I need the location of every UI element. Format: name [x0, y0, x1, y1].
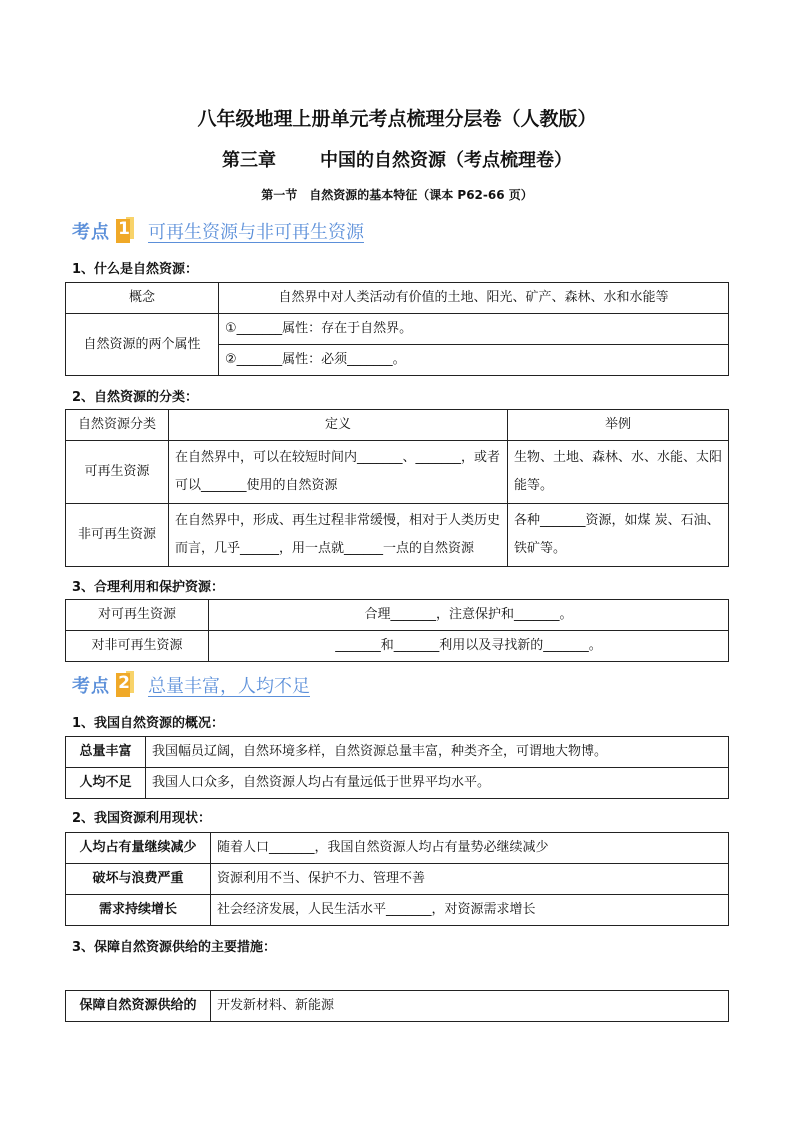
table-cell: 人均不足: [66, 768, 146, 799]
table-cell: 开发新材料、新能源: [211, 991, 729, 1022]
section-heading: 第一节 自然资源的基本特征（课本 P62-66 页）: [261, 188, 533, 202]
key-point-1-heading: [72, 216, 364, 246]
key-point-number-badge: [116, 217, 140, 245]
table-cell: 自然资源的两个属性: [66, 314, 219, 376]
table-row: [66, 631, 729, 662]
key-point-title: 总量丰富，人均不足: [148, 676, 310, 697]
column-header: 自然资源分类: [66, 410, 169, 441]
table-row: [66, 283, 729, 314]
column-header: 定义: [169, 410, 508, 441]
table-cell: 概念: [66, 283, 219, 314]
fill-blank-cell[interactable]: 社会经济发展，人民生活水平_______，对资源需求增长: [211, 895, 729, 926]
table-row: [66, 991, 729, 1022]
resource-classification-table: [65, 409, 729, 567]
table-cell: 生物、土地、森林、水、水能、太阳能等。: [508, 441, 729, 504]
table-cell: 非可再生资源: [66, 504, 169, 567]
table-row: [66, 833, 729, 864]
table-row: [66, 737, 729, 768]
question-heading: 1、什么是自然资源：: [72, 262, 199, 277]
table-row: [66, 441, 729, 504]
key-point-number-badge: [116, 671, 140, 699]
table-cell: 对非可再生资源: [66, 631, 209, 662]
table-cell: 自然界中对人类活动有价值的土地、阳光、矿产、森林、水和水能等: [219, 283, 729, 314]
table-row: [66, 314, 729, 345]
table-cell: 需求持续增长: [66, 895, 211, 926]
table-cell: 可再生资源: [66, 441, 169, 504]
fill-blank-cell[interactable]: 随着人口_______，我国自然资源人均占有量势必继续减少: [211, 833, 729, 864]
column-header: 举例: [508, 410, 729, 441]
question-heading: 2、我国资源利用现状：: [72, 811, 212, 826]
question-heading: 2、自然资源的分类：: [72, 390, 199, 405]
resource-overview-table: [65, 736, 729, 799]
key-point-number: 1: [118, 219, 130, 239]
chapter-heading: [0, 146, 794, 172]
fill-blank-cell[interactable]: ①_______属性：存在于自然界。: [219, 314, 729, 345]
chapter-title: 中国的自然资源（考点梳理卷）: [320, 150, 572, 171]
table-cell: 破坏与浪费严重: [66, 864, 211, 895]
key-point-number: 2: [118, 673, 130, 693]
document-title: 八年级地理上册单元考点梳理分层卷（人教版）: [197, 108, 597, 130]
fill-blank-cell[interactable]: 在自然界中，可以在较短时间内_______、_______，或者可以_______使用的自然资源: [169, 441, 508, 504]
table-cell: 总量丰富: [66, 737, 146, 768]
fill-blank-cell[interactable]: 在自然界中，形成、再生过程非常缓慢，相对于人类历史而言，几乎______，用一点就______一点的自然资源: [169, 504, 508, 567]
fill-blank-cell[interactable]: _______和_______利用以及寻找新的_______。: [209, 631, 729, 662]
table-row: [66, 864, 729, 895]
key-point-title: 可再生资源与非可再生资源: [148, 222, 364, 243]
table-cell: 保障自然资源供给的: [66, 991, 211, 1022]
table-cell: 人均占有量继续减少: [66, 833, 211, 864]
table-cell: 我国幅员辽阔，自然环境多样，自然资源总量丰富，种类齐全，可谓地大物博。: [146, 737, 729, 768]
table-cell: 对可再生资源: [66, 600, 209, 631]
key-point-label: 考点: [72, 222, 110, 243]
table-row: [66, 768, 729, 799]
table-row: [66, 895, 729, 926]
question-heading: 3、保障自然资源供给的主要措施：: [72, 940, 277, 955]
resource-supply-table: [65, 990, 729, 1022]
question-heading: 1、我国自然资源的概况：: [72, 716, 225, 731]
resource-protection-table: [65, 599, 729, 662]
table-row: [66, 504, 729, 567]
table-cell: 资源利用不当、保护不力、管理不善: [211, 864, 729, 895]
fill-blank-cell[interactable]: 各种_______资源，如煤 炭、石油、铁矿等。: [508, 504, 729, 567]
table-cell: 我国人口众多，自然资源人均占有量远低于世界平均水平。: [146, 768, 729, 799]
key-point-2-heading: [72, 670, 310, 700]
key-point-label: 考点: [72, 676, 110, 697]
table-row: [66, 600, 729, 631]
question-heading: 3、合理利用和保护资源：: [72, 580, 225, 595]
fill-blank-cell[interactable]: ②_______属性：必须_______。: [219, 345, 729, 376]
resource-status-table: [65, 832, 729, 926]
natural-resource-concept-table: [65, 282, 729, 376]
chapter-number: 第三章: [222, 150, 276, 171]
table-header-row: [66, 410, 729, 441]
fill-blank-cell[interactable]: 合理_______，注意保护和_______。: [209, 600, 729, 631]
